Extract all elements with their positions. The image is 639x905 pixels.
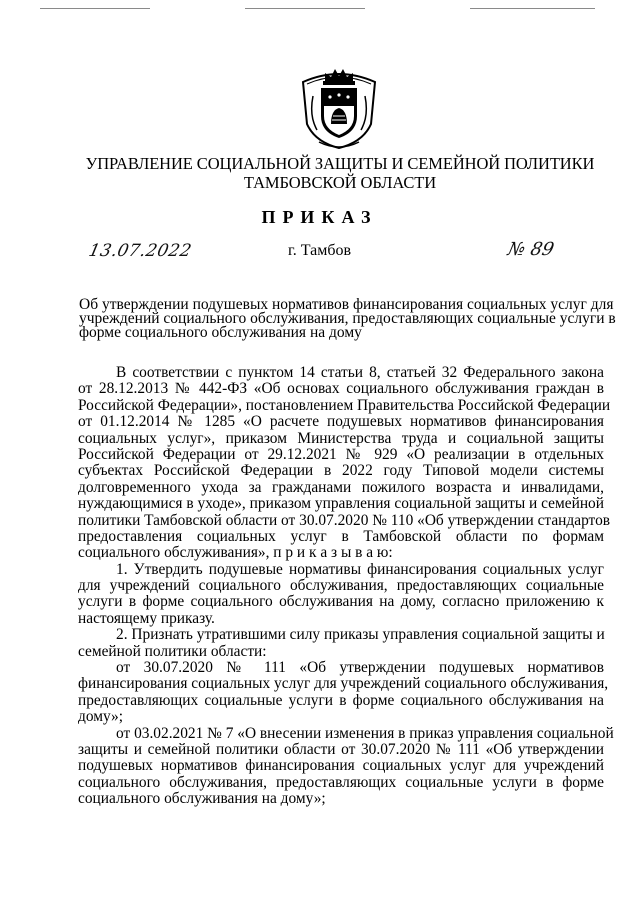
subject-line: Об утверждении подушевых нормативов финансирования социальных услуг для <box>79 296 614 313</box>
body-line: для учреждений социального обслуживания, предоставляющих социальные <box>78 577 604 595</box>
body-line: подушевых нормативов финансирования социальных услуг для учреждений <box>78 757 604 775</box>
body-line: услуги в форме социального обслуживания на дому, согласно приложению к <box>78 593 604 611</box>
body-line: от 03.02.2021 № 7 «О внесении изменения в приказ управления социальной <box>116 724 614 742</box>
body-line: финансирования социальных услуг для учреждений социального обслуживания, <box>78 675 609 693</box>
organization-region: ТАМБОВСКОЙ ОБЛАСТИ <box>243 173 437 192</box>
body-line: В соответствии с пунктом 14 статьи 8, статьей 32 Федерального закона <box>116 364 604 381</box>
body-line: политики Тамбовской области от 30.07.2020 № 110 «Об утверждении стандартов <box>78 511 611 529</box>
body-line: настоящему приказу. <box>78 609 215 627</box>
body-line: социальных услуг», приказом Министерства труда и социальной защиты <box>78 429 604 447</box>
body-line: от 30.07.2020 № 111 «Об утверждении подушевых нормативов <box>116 659 604 677</box>
organization-name: УПРАВЛЕНИЕ СОЦИАЛЬНОЙ ЗАЩИТЫ И СЕМЕЙНОЙ ПОЛИТИКИ <box>85 154 595 173</box>
body-line: социального обслуживания, предоставляющих социальные услуги в форме <box>78 773 604 791</box>
scan-artifact-line <box>245 8 365 9</box>
body-line: нуждающимися в уходе», приказом управления социальной защиты и семейной <box>78 495 604 513</box>
tambov-coat-of-arms-icon <box>301 66 377 150</box>
body-line: социального обслуживания», п р и к а з ы в а ю: <box>78 544 393 562</box>
order-body <box>78 364 614 808</box>
handwritten-order-number: № 89 <box>505 239 556 260</box>
scan-artifact-line <box>470 8 595 9</box>
body-line: Российской Федерации», постановлением Правительства Российской Федерации <box>78 396 611 414</box>
body-line: от 28.12.2013 № 442-ФЗ «Об основах социального обслуживания граждан в <box>78 380 604 398</box>
handwritten-date: 13.07.2022 <box>86 241 194 261</box>
subject-line: форме социального обслуживания на дому <box>79 324 362 341</box>
body-line: социального обслуживания на дому»; <box>78 790 326 808</box>
scan-artifact-line <box>40 8 150 9</box>
body-line: Российской Федерации от 29.12.2021 № 929 «О реализации в отдельных <box>78 445 604 463</box>
body-line: предоставления социальных услуг в Тамбовской области по формам <box>78 527 604 545</box>
document-type-heading: ПРИКАЗ <box>261 207 378 227</box>
order-subject <box>79 296 616 341</box>
body-line: 2. Признать утратившими силу приказы управления социальной защиты и <box>116 626 605 644</box>
body-line: дому»; <box>78 708 124 726</box>
body-line: от 01.12.2014 № 1285 «О расчете подушевых нормативов финансирования <box>78 413 604 431</box>
city-label: г. Тамбов <box>287 242 352 259</box>
body-line: субъектах Российской Федерации в 2022 году Типовой модели системы <box>78 462 604 480</box>
body-line: защиты и семейной политики области от 30.07.2020 № 111 «Об утверждении <box>78 740 604 758</box>
body-line: предоставляющих социальные услуги в форме социального обслуживания на <box>78 691 604 709</box>
body-line: долговременного ухода за гражданами пожилого возраста и инвалидами, <box>78 478 604 496</box>
body-line: семейной политики области: <box>78 642 267 660</box>
subject-line: учреждений социального обслуживания, предоставляющих социальные услуги в <box>79 310 616 327</box>
body-line: 1. Утвердить подушевые нормативы финансирования социальных услуг <box>116 560 604 578</box>
